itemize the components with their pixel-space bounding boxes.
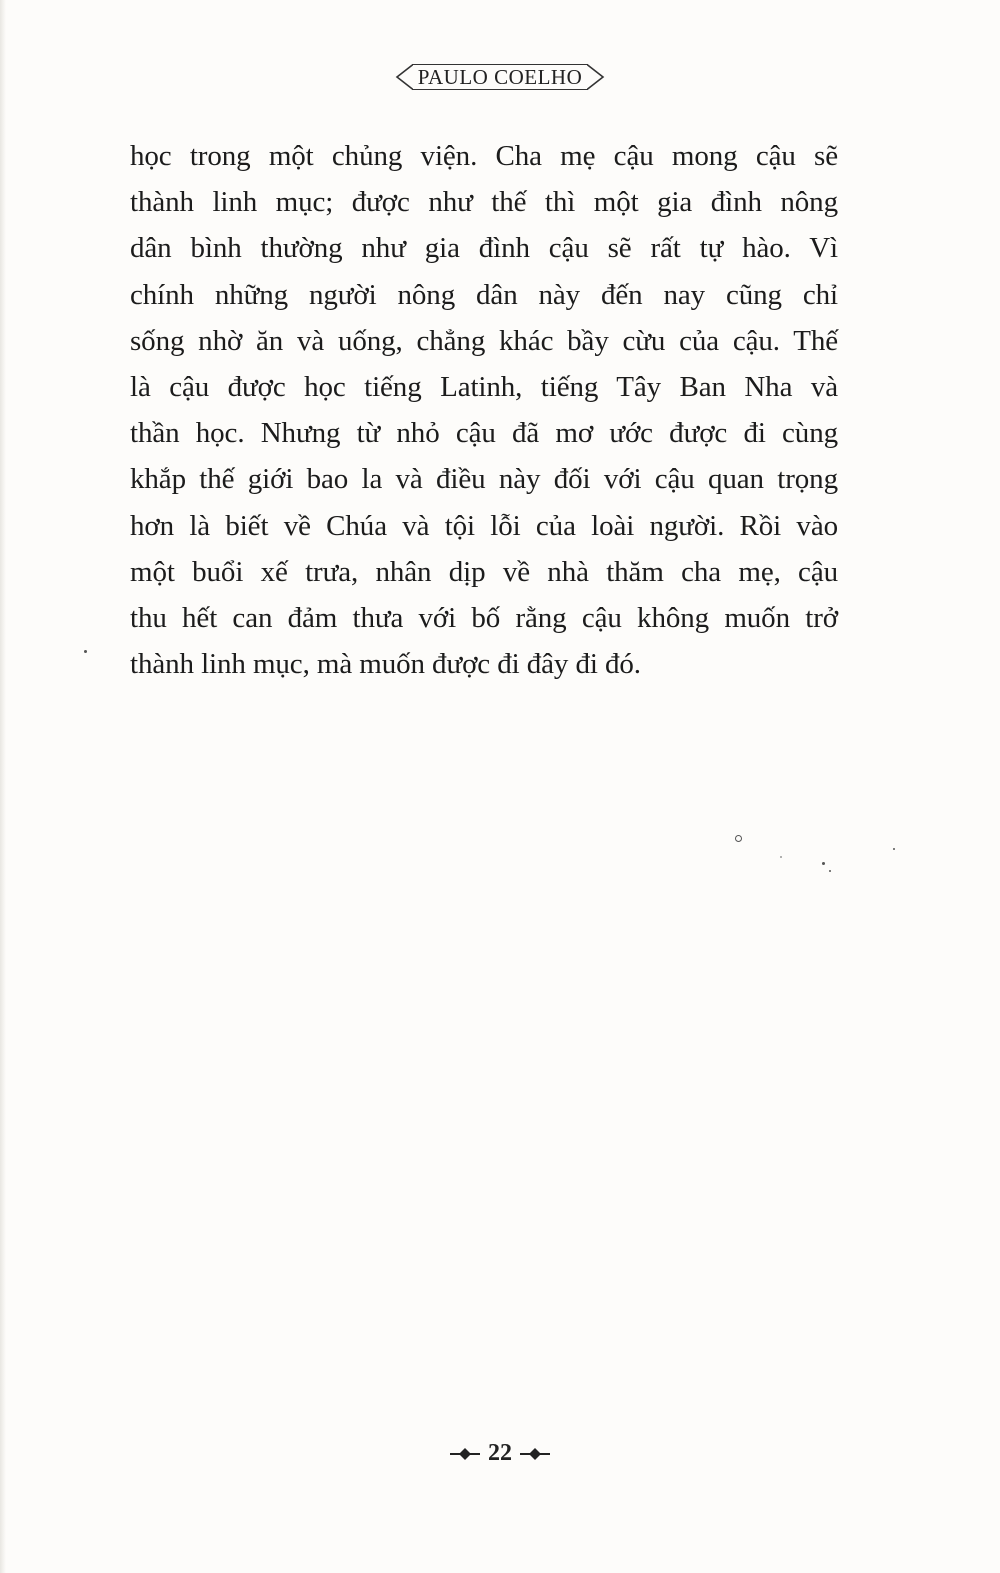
body-line-12: thành linh mục, mà muốn được đi đây đi đó. [130,648,641,681]
body-line-4: chính những người nông dân này đến nay cũng chỉ [130,278,838,311]
left-ornament-icon [450,1447,480,1461]
page-footer [0,1440,1000,1467]
header-left-bracket-icon [395,58,413,96]
body-line-1: học trong một chủng viện. Cha mẹ cậu mong cậu sẽ [130,140,838,172]
body-line-10: một buổi xế trưa, nhân dịp về nhà thăm cha mẹ, cậu [130,555,838,588]
header-frame [395,58,605,96]
body-line-5: sống nhờ ăn và uống, chẳng khác bầy cừu của cậu. Thế [130,324,838,357]
scan-speck [780,856,782,858]
scan-speck [822,862,825,865]
scan-speck [735,835,742,842]
header-right-bracket-icon [587,58,605,96]
body-line-9: hơn là biết về Chúa và tội lỗi của loài người. Rồi vào [130,509,838,542]
page-edge-shadow [0,0,6,1573]
header-author-name: PAULO COELHO [412,64,588,90]
scan-speck [893,848,895,850]
running-header [0,58,1000,96]
body-paragraph [130,133,838,687]
body-line-11: thu hết can đảm thưa với bố rằng cậu không muốn trở [130,601,838,634]
right-ornament-icon [520,1447,550,1461]
scan-speck [84,650,87,653]
body-line-6: là cậu được học tiếng Latinh, tiếng Tây Ban Nha và [130,370,838,403]
scan-speck [829,870,831,872]
body-line-3: dân bình thường như gia đình cậu sẽ rất tự hào. Vì [130,232,838,265]
body-line-7: thần học. Nhưng từ nhỏ cậu đã mơ ước được đi cùng [130,417,838,450]
body-line-2: thành linh mục; được như thế thì một gia đình nông [130,186,838,219]
body-line-8: khắp thế giới bao la và điều này đối với cậu quan trọng [130,463,838,496]
page-number: 22 [488,1440,512,1466]
